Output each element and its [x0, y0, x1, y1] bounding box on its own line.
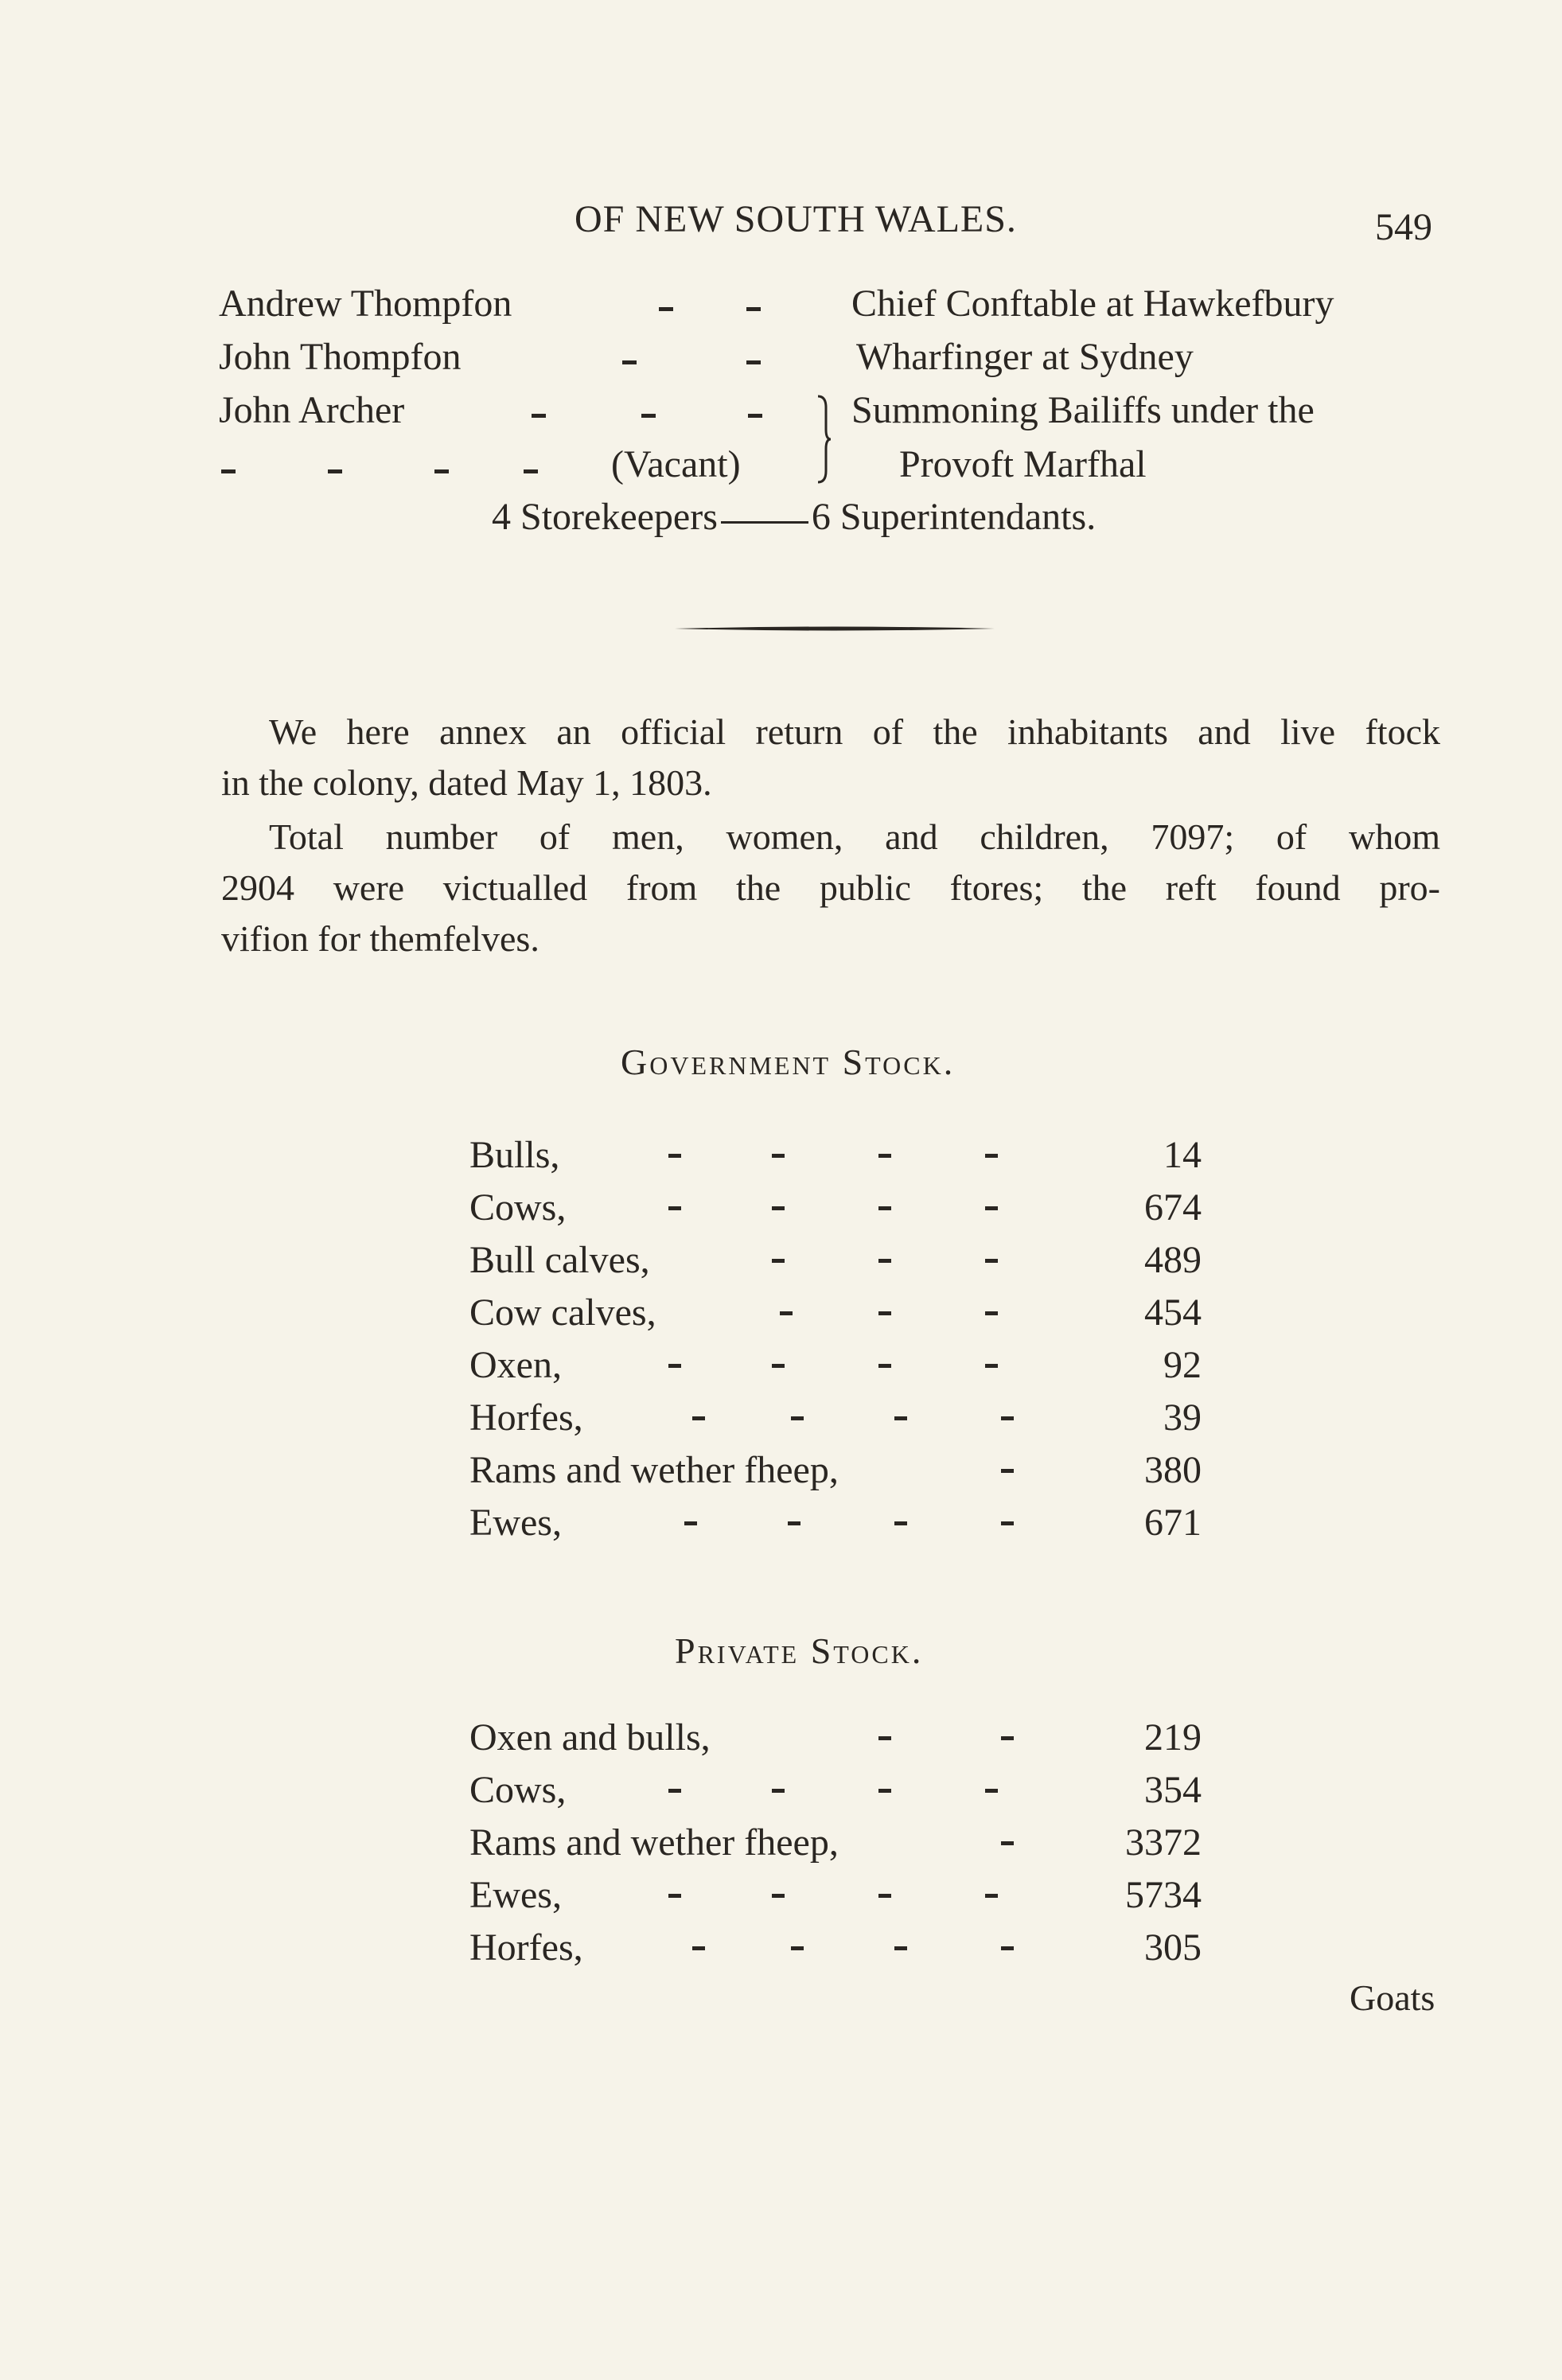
leader-dash [1001, 1416, 1014, 1420]
official-name: John Thompfon [219, 336, 462, 378]
leader-dash [692, 1416, 705, 1420]
leader-dash [772, 1364, 785, 1368]
paragraph-official-return [221, 707, 1440, 808]
stock-label: Ewes, [469, 1502, 562, 1544]
leader-dash [772, 1894, 785, 1898]
stock-value: 671 [1144, 1502, 1202, 1544]
leader-dash [985, 1259, 998, 1263]
paragraph-line: Total number of men, women, and children, 7097; of whom [269, 816, 1440, 857]
official-office [851, 391, 1434, 430]
stock-row [469, 1501, 1202, 1548]
superintendants-text: 6 Superintendants. [811, 496, 1097, 538]
leader-dash [791, 1946, 804, 1950]
leader-dash [668, 1789, 681, 1793]
leader-dash [791, 1416, 804, 1420]
stock-label: Oxen, [469, 1344, 562, 1386]
stock-row [469, 1133, 1202, 1181]
stock-value: 454 [1144, 1291, 1202, 1334]
stock-row [469, 1768, 1202, 1816]
storekeepers-text: 4 Storekeepers [492, 496, 718, 538]
stock-value: 219 [1144, 1716, 1202, 1759]
stock-row [469, 1716, 1202, 1763]
stock-label: Cow calves, [469, 1291, 656, 1334]
leader-dash [692, 1946, 705, 1950]
stock-row [469, 1873, 1202, 1921]
leader-dash [985, 1154, 998, 1158]
paragraph-total-number [221, 812, 1440, 964]
leader-dash [894, 1946, 907, 1950]
leader-dash [985, 1894, 998, 1898]
paragraph-line: 2904 were victualled from the public ftores; the reft found pro- [221, 867, 1440, 908]
stock-label: Cows, [469, 1769, 567, 1811]
stock-value: 354 [1144, 1769, 1202, 1811]
leader-dash [1001, 1521, 1014, 1525]
stock-label: Horfes, [469, 1396, 583, 1439]
leader-dash [788, 1521, 800, 1525]
leader-dash [780, 1311, 793, 1315]
leader-dash [772, 1259, 785, 1263]
leader-dash [1001, 1469, 1014, 1473]
leader-dash [878, 1364, 891, 1368]
section-divider [675, 621, 995, 628]
leader-dash [668, 1894, 681, 1898]
stock-value: 92 [1163, 1344, 1202, 1386]
leader-dash [668, 1206, 681, 1210]
leader-dash [668, 1154, 681, 1158]
stock-label: Horfes, [469, 1926, 583, 1969]
leader-dash [878, 1789, 891, 1793]
government-stock-heading: Government Stock. [621, 1042, 956, 1082]
page-number: 549 [1375, 206, 1432, 248]
leader-dash [878, 1259, 891, 1263]
storekeepers-line [492, 498, 1096, 536]
leader-dash [772, 1154, 785, 1158]
paragraph-line: vifion for themfelves. [221, 918, 539, 959]
leader-dash [985, 1364, 998, 1368]
stock-value: 3372 [1125, 1821, 1202, 1864]
official-name: John Archer [219, 389, 405, 431]
official-name-vacant: (Vacant) [611, 443, 741, 485]
stock-label: Cows, [469, 1186, 567, 1229]
stock-row [469, 1238, 1202, 1286]
em-dash-rule [721, 521, 808, 524]
stock-label: Bull calves, [469, 1239, 650, 1281]
paragraph-line: We here annex an official return of the inhabitants and live ftock [269, 711, 1440, 752]
leader-dash [985, 1206, 998, 1210]
leader-dash [985, 1311, 998, 1315]
leader-dash [894, 1416, 907, 1420]
stock-row [469, 1448, 1202, 1496]
leader-dash [684, 1521, 697, 1525]
official-office-text: Summoning Bailiffs under the [851, 389, 1315, 431]
official-name: Andrew Thompfon [219, 282, 512, 325]
stock-row [469, 1926, 1202, 1973]
stock-label: Bulls, [469, 1134, 560, 1176]
official-office: Provoft Marfhal [899, 443, 1147, 485]
stock-value: 674 [1144, 1186, 1202, 1229]
leader-dash [668, 1364, 681, 1368]
leader-dash [1001, 1946, 1014, 1950]
stock-label: Rams and wether fheep, [469, 1449, 839, 1491]
stock-value: 5734 [1125, 1874, 1202, 1916]
leader-dash [878, 1206, 891, 1210]
stock-value: 380 [1144, 1449, 1202, 1491]
running-head-title: OF NEW SOUTH WALES. [575, 198, 1017, 240]
paragraph-line: in the colony, dated May 1, 1803. [221, 762, 712, 803]
leader-dash [878, 1894, 891, 1898]
leader-dash [878, 1154, 891, 1158]
stock-row [469, 1396, 1202, 1443]
stock-value: 489 [1144, 1239, 1202, 1281]
official-office: Chief Conftable at Hawkefbury [851, 282, 1334, 325]
stock-row [469, 1821, 1202, 1868]
leader-dash [894, 1521, 907, 1525]
catchword: Goats [1350, 1977, 1435, 2018]
brace-symbol [815, 391, 831, 487]
stock-row [469, 1186, 1202, 1233]
stock-label: Oxen and bulls, [469, 1716, 711, 1759]
stock-value: 14 [1163, 1134, 1202, 1176]
stock-label: Ewes, [469, 1874, 562, 1916]
stock-value: 305 [1144, 1926, 1202, 1969]
stock-value: 39 [1163, 1396, 1202, 1439]
leader-dash [878, 1736, 891, 1740]
leader-dash [772, 1789, 785, 1793]
leader-dash [878, 1311, 891, 1315]
leader-dash [772, 1206, 785, 1210]
leader-dash [985, 1789, 998, 1793]
stock-label: Rams and wether fheep, [469, 1821, 839, 1864]
leader-dash [1001, 1736, 1014, 1740]
private-stock-heading: Private Stock. [675, 1630, 924, 1671]
official-office: Wharfinger at Sydney [856, 336, 1194, 378]
stock-row [469, 1291, 1202, 1338]
stock-row [469, 1343, 1202, 1391]
leader-dash [1001, 1841, 1014, 1845]
